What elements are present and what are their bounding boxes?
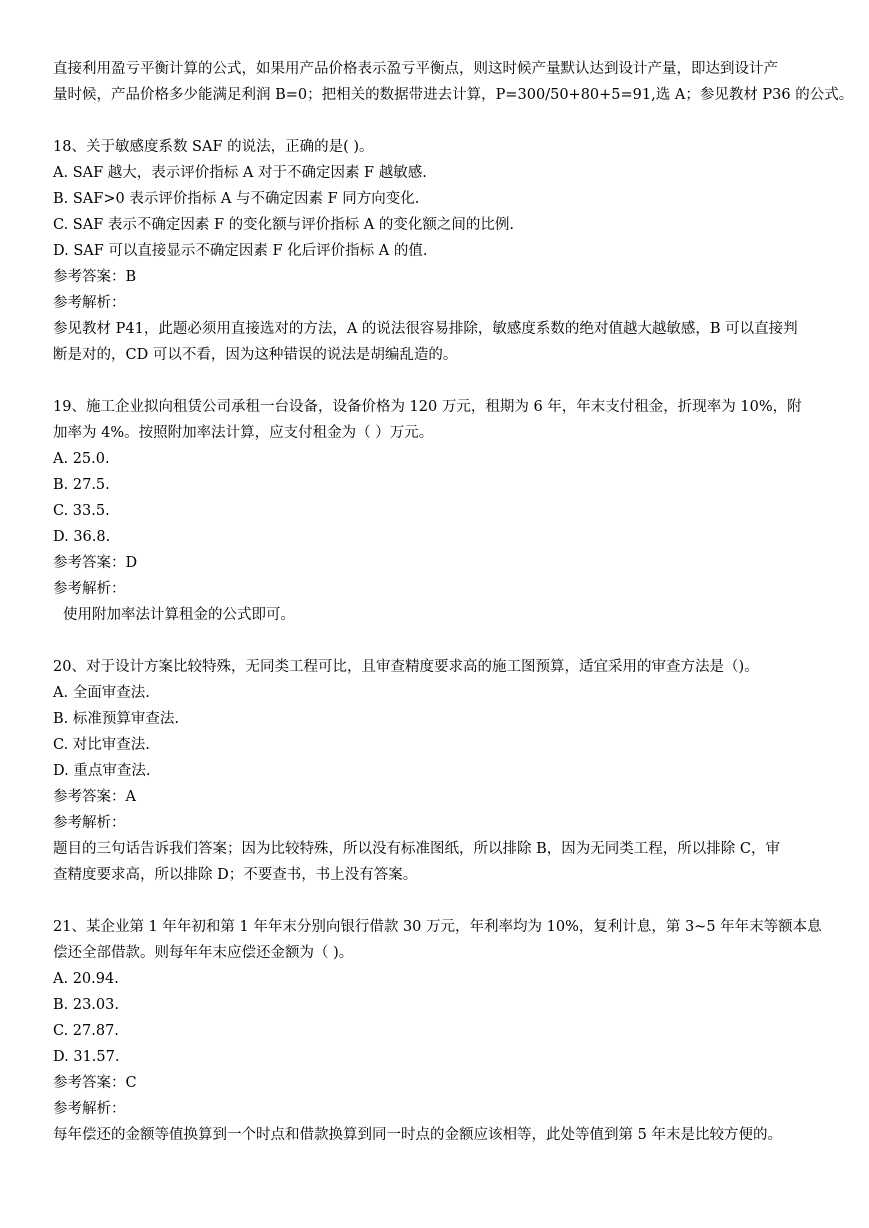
document-page <box>53 56 854 1148</box>
analysis-text: 断是对的，CD 可以不看，因为这种错误的说法是胡编乱造的。 <box>53 347 458 363</box>
question-stem: 偿还全部借款。则每年年末应偿还金额为（ )。 <box>53 945 354 961</box>
spacer <box>53 628 823 654</box>
option-c: C. 27.87. <box>53 1023 119 1039</box>
intro-paragraph <box>53 56 854 108</box>
analysis-text: 参见教材 P41，此题必须用直接选对的方法，A 的说法很容易排除，敏感度系数的绝对值越大越敏感，B 可以直接判 <box>53 321 798 337</box>
question-block <box>53 654 823 888</box>
answer-line: 参考答案：A <box>53 789 136 805</box>
analysis-text: 查精度要求高，所以排除 D；不要查书，书上没有答案。 <box>53 867 418 883</box>
option-d: D. 36.8. <box>53 529 111 545</box>
question-stem: 19、施工企业拟向租赁公司承租一台设备，设备价格为 120 万元，租期为 6 年，年末支付租金，折现率为 10%，附 <box>53 399 802 415</box>
analysis-text: 每年偿还的金额等值换算到一个时点和借款换算到同一时点的金额应该相等，此处等值到第 5 年末是比较方便的。 <box>53 1127 782 1143</box>
option-b: B. 27.5. <box>53 477 110 493</box>
analysis-text: 题目的三句话告诉我们答案；因为比较特殊，所以没有标准图纸，所以排除 B，因为无同类工程，所以排除 C，审 <box>53 841 780 857</box>
text-line: 量时候，产品价格多少能满足利润 B=0；把相关的数据带进去计算，P=300/50+80+5=91,选 A；参见教材 P36 的公式。 <box>53 87 854 103</box>
question-stem: 加率为 4%。按照附加率法计算，应支付租金为（ ）万元。 <box>53 425 434 441</box>
question-block <box>53 914 823 1148</box>
option-a: A. 全面审查法. <box>53 685 150 701</box>
spacer <box>53 108 823 134</box>
answer-line: 参考答案：D <box>53 555 138 571</box>
option-b: B. SAF>0 表示评价指标 A 与不确定因素 F 同方向变化. <box>53 191 420 207</box>
option-d: D. 重点审查法. <box>53 763 151 779</box>
analysis-label: 参考解析： <box>53 581 126 597</box>
spacer <box>53 888 823 914</box>
analysis-label: 参考解析： <box>53 1101 126 1117</box>
analysis-text: 使用附加率法计算租金的公式即可。 <box>63 607 295 623</box>
option-b: B. 标准预算审查法. <box>53 711 179 727</box>
option-b: B. 23.03. <box>53 997 119 1013</box>
spacer <box>53 368 823 394</box>
option-a: A. 25.0. <box>53 451 110 467</box>
question-stem: 18、关于敏感度系数 SAF 的说法，正确的是( )。 <box>53 139 374 155</box>
question-block <box>53 134 823 368</box>
question-block <box>53 394 823 628</box>
option-c: C. 对比审查法. <box>53 737 150 753</box>
option-a: A. 20.94. <box>53 971 119 987</box>
option-c: C. SAF 表示不确定因素 F 的变化额与评价指标 A 的变化额之间的比例. <box>53 217 514 233</box>
text-line: 直接利用盈亏平衡计算的公式，如果用产品价格表示盈亏平衡点，则这时候产量默认达到设计产量，即达到设计产 <box>53 61 778 77</box>
option-d: D. SAF 可以直接显示不确定因素 F 化后评价指标 A 的值. <box>53 243 428 259</box>
question-stem: 20、对于设计方案比较特殊，无同类工程可比，且审查精度要求高的施工图预算，适宜采用的审查方法是（)。 <box>53 659 759 675</box>
analysis-label: 参考解析： <box>53 295 126 311</box>
question-stem: 21、某企业第 1 年年初和第 1 年年末分别向银行借款 30 万元，年利率均为 10%，复利计息，第 3~5 年年末等额本息 <box>53 919 822 935</box>
answer-line: 参考答案：B <box>53 269 137 285</box>
analysis-label: 参考解析： <box>53 815 126 831</box>
option-c: C. 33.5. <box>53 503 110 519</box>
answer-line: 参考答案：C <box>53 1075 137 1091</box>
option-a: A. SAF 越大，表示评价指标 A 对于不确定因素 F 越敏感. <box>53 165 427 181</box>
option-d: D. 31.57. <box>53 1049 120 1065</box>
